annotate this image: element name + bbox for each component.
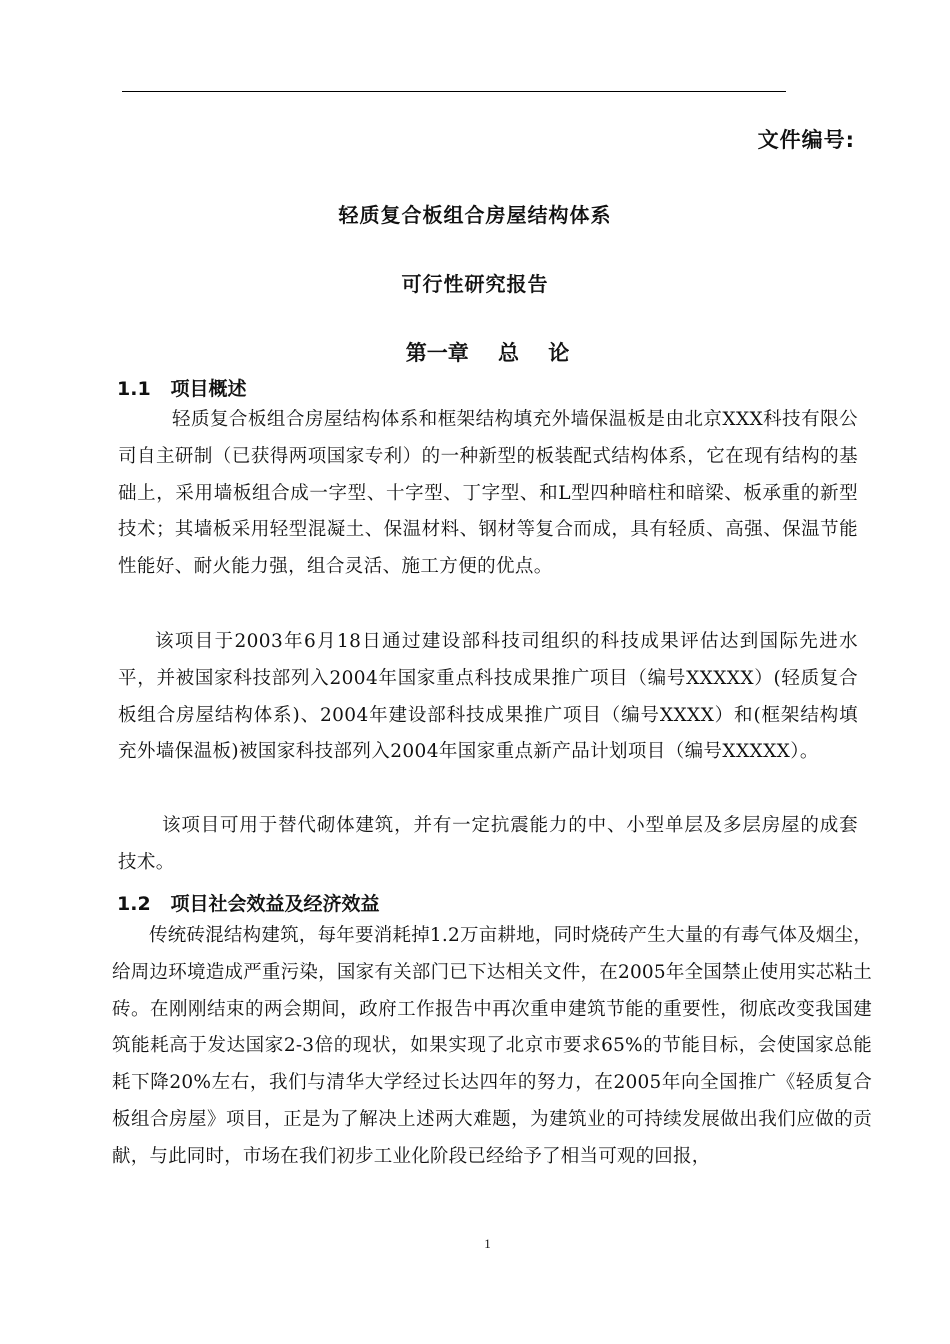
header-rule [122, 91, 786, 92]
document-number-label: 文件编号: [757, 128, 855, 152]
section-heading-benefits: 1.2 项目社会效益及经济效益 [117, 893, 380, 915]
page-number: 1 [484, 1236, 491, 1251]
chapter-heading: 第一章 总 论 [405, 341, 570, 365]
report-title: 轻质复合板组合房屋结构体系 [338, 203, 612, 227]
paragraph: 该项目可用于替代砌体建筑，并有一定抗震能力的中、小型单层及多层房屋的成套技术。 [118, 815, 858, 873]
paragraph: 该项目于2003年6月18日通过建设部科技司组织的科技成果评估达到国际先进水平，并被国家科技部列入2004年国家重点科技成果推广项目（编号XXXXX）(轻质复合板组合房屋结构体系)、2004年建设部科技成果推广项目（编号XXXX）和(框架结构填充外墙保温板)被国家科技部列入2004年国家重点新产品计划项目（编号XXXXX）。 [118, 631, 858, 763]
paragraph: 传统砖混结构建筑，每年要消耗掉1.2万亩耕地，同时烧砖产生大量的有毒气体及烟尘，给周边环境造成严重污染，国家有关部门已下达相关文件，在2005年全国禁止使用实芯粘土砖。在刚刚结束的两会期间，政府工作报告中再次重申建筑节能的重要性，彻底改变我国建筑能耗高于发达国家2-3倍的现状，如果实现了北京市要求65%的节能目标，会使国家总能耗下降20%左右，我们与清华大学经过长达四年的努力，在2005年向全国推广《轻质复合板组合房屋》项目，正是为了解决上述两大难题，为建筑业的可持续发展做出我们应做的贡献，与此同时，市场在我们初步工业化阶段已经给予了相当可观的回报， [112, 925, 872, 1167]
paragraph: 轻质复合板组合房屋结构体系和框架结构填充外墙保温板是由北京XXX科技有限公司自主研制（已获得两项国家专利）的一种新型的板装配式结构体系，它在现有结构的基础上，采用墙板组合成一字型、十字型、丁字型、和L型四种暗柱和暗梁、板承重的新型技术；其墙板采用轻型混凝土、保温材料、钢材等复合而成，具有轻质、高强、保温节能性能好、耐火能力强，组合灵活、施工方便的优点。 [118, 409, 858, 578]
section-heading-project-overview: 1.1 项目概述 [117, 378, 247, 400]
report-subtitle: 可行性研究报告 [401, 272, 549, 296]
